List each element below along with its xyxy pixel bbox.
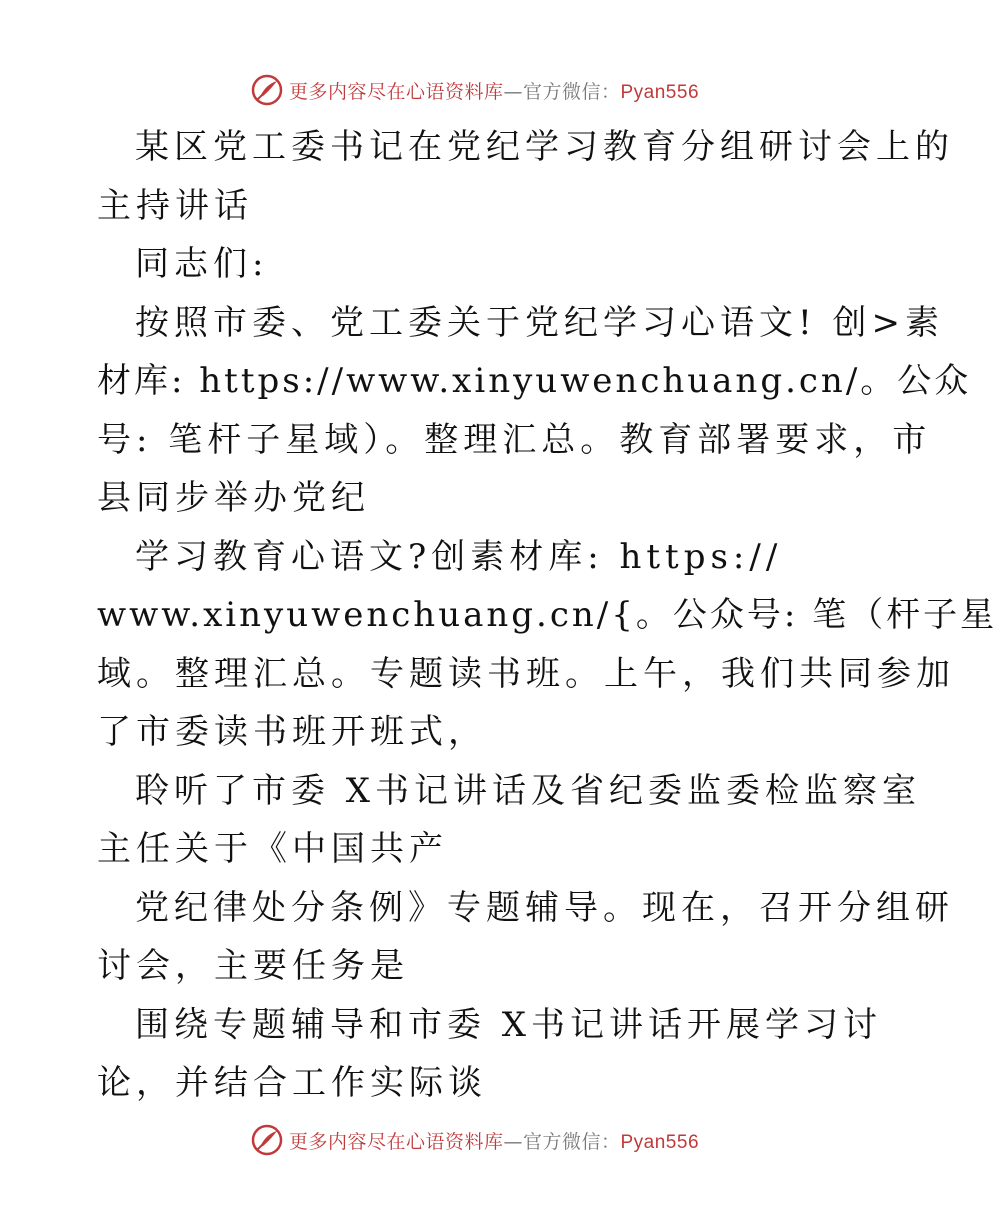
paragraph-line: 材库: https://www.xinyuwenchuang.cn/。公众 — [97, 361, 972, 401]
paragraph-line: 论，并结合工作实际谈 — [97, 1063, 487, 1103]
paragraph-line: www.xinyuwenchuang.cn/{。公众号: 笔（杆子星 — [97, 595, 997, 635]
paragraph-line: 学习教育心语文?创素材库: https:// — [135, 536, 783, 577]
salutation: 同志们: — [135, 244, 269, 284]
watermark-text — [289, 1127, 699, 1154]
paragraph-line: 了市委读书班开班式， — [97, 712, 487, 752]
watermark-wechat-label: 官方微信： — [522, 80, 621, 103]
watermark-text — [289, 77, 699, 104]
paragraph-line: 讨会，主要任务是 — [97, 946, 409, 986]
watermark-header — [0, 70, 950, 110]
watermark-wechat-id: Pyan556 — [620, 81, 700, 103]
feather-circle-logo-icon — [251, 74, 283, 106]
title-line-2: 主持讲话 — [97, 185, 253, 226]
feather-circle-logo-icon — [251, 1124, 283, 1156]
paragraph-line: 主任关于《中国共产 — [97, 829, 448, 869]
watermark-separator: — — [503, 80, 523, 103]
paragraph-line: 域。整理汇总。专题读书班。上午，我们共同参加 — [97, 653, 955, 694]
watermark-wechat-id: Pyan556 — [620, 1131, 700, 1153]
title-line-1: 某区党工委书记在党纪学习教育分组研讨会上的 — [135, 127, 954, 167]
watermark-footer — [0, 1120, 950, 1160]
watermark-site-text: 更多内容尽在心语资料库 — [288, 80, 504, 103]
paragraph-line: 县同步举办党纪 — [97, 478, 370, 518]
paragraph-line: 号: 笔杆子星域）。整理汇总。教育部署要求，市 — [97, 419, 932, 460]
paragraph-line: 围绕专题辅导和市委 X书记讲话开展学习讨 — [135, 1004, 883, 1045]
watermark-separator: — — [503, 1130, 523, 1153]
paragraph-line: 聆听了市委 X书记讲话及省纪委监委检监察室 — [135, 770, 922, 811]
document-body — [97, 118, 997, 1113]
watermark-site-text: 更多内容尽在心语资料库 — [288, 1130, 504, 1153]
paragraph-line: 党纪律处分条例》专题辅导。现在，召开分组研 — [135, 887, 954, 928]
paragraph-line: 按照市委、党工委关于党纪学习心语文! 创>素 — [135, 302, 944, 343]
watermark-wechat-label: 官方微信： — [522, 1130, 621, 1153]
